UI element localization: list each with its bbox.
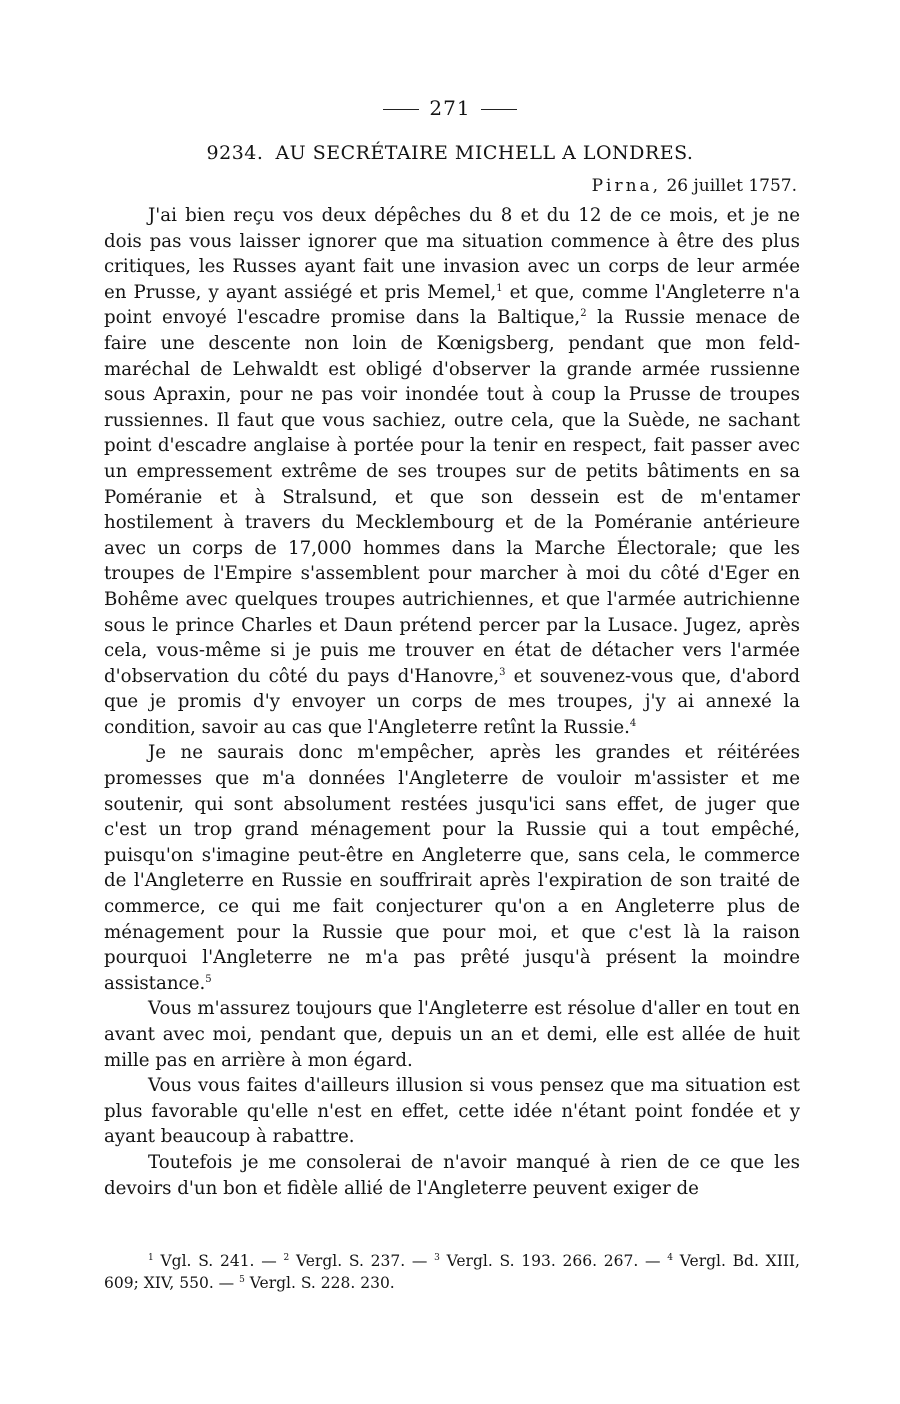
footnotes — [104, 1250, 800, 1294]
page-number — [0, 96, 900, 120]
paragraph-text: Vous vous faites d'ailleurs illusion si vous pensez que ma situation est plus favorable qu'elle n'est en effet, cette idée n'étant point fondée et y ayant beaucoup à rabattre. — [104, 1075, 800, 1148]
paragraph-text: J'ai bien reçu vos deux dépêches du 8 et du 12 de ce mois, et je ne dois pas vous laisser ignorer que ma situation commence à être des plus critiques, les Russes ayant fait une invasion avec un corps de leur armée en Prusse, y ayant assiégé et pris Memel, — [104, 205, 800, 303]
paragraph-text: et que, comme l'Angleterre n'a point envoyé l'escadre promise dans la Baltique, — [104, 281, 800, 329]
dateline — [592, 176, 797, 196]
footnote-text: Vergl. S. 228. 230. — [244, 1274, 395, 1292]
paragraph-3 — [104, 996, 800, 1073]
page-number-left-rule — [383, 109, 419, 110]
footnote-reference: 4 — [629, 717, 637, 729]
footnote-block — [104, 1250, 800, 1294]
footnote-reference: 3 — [499, 666, 506, 678]
footnote-mark: 4 — [667, 1253, 674, 1263]
paragraph-text: la Russie menace de faire une descente non loin de Kœnigsberg, pendant que mon feld-maréchal de Lehwaldt est obligé d'observer la grande armée russienne sous Apraxin, pour ne pas voir inondée tout à coup la Prusse de troupes russiennes. Il faut que vous sachiez, outre cela, que la Suède, ne sachant point d'escadre anglaise à portée pour la tenir en respect, fait passer avec un empressement extrême de ses troupes sur de petits bâtiments en sa Poméranie et à Stralsund, et que son dessein est de m'entamer hostilement à travers du Mecklembourg et de la Poméranie antérieure avec un corps de 17,000 hommes dans la Marche Électorale; que les troupes de l'Empire s'assemblent pour marcher à moi du côté d'Eger en Bohême avec quelques troupes autrichiennes, et que l'armée autrichienne sous le prince Charles et Daun prétend percer par la Lusace. Jugez, après cela, vous-même si je puis me trouver en état de détacher vers l'armée d'observation du côté du pays d'Hanovre, — [104, 307, 800, 687]
paragraph-text: Je ne saurais donc m'empêcher, après les grandes et réitérées promesses que m'a données l'Angleterre de vouloir m'assister et me soutenir, qui sont absolument restées jusqu'ici sans effet, de juger que c'est un trop grand ménagement pour la Russie qui a tout empêché, puisqu'on s'imagine peut-être en Angleterre que, sans cela, le commerce de l'Angleterre en Russie en souffrirait après l'expiration de son traité de commerce, ce qui me fait conjecturer qu'on a en Angleterre plus de ménagement pour la Russie que pour moi, et que c'est là la raison pourquoi l'Angleterre ne m'a pas prêté jusqu'à présent la moindre assistance. — [104, 742, 800, 994]
letter-body — [104, 203, 800, 1201]
paragraph-text: et souvenez-vous que, d'abord que je promis d'y envoyer un corps de mes troupes, j'y ai annexé la condition, savoir au cas que l'Angleterre retînt la Russie. — [104, 665, 800, 738]
footnote-reference: 5 — [205, 973, 212, 985]
dateline-place: Pirna, — [591, 176, 662, 196]
letter-number: 9234. — [206, 142, 264, 164]
footnote-reference: 1 — [496, 282, 503, 294]
letter-heading — [0, 142, 900, 164]
paragraph-1 — [104, 203, 800, 740]
footnote-mark: 1 — [148, 1253, 154, 1263]
page-number-right-rule — [481, 109, 517, 110]
footnote-text: Vgl. S. 241. — — [153, 1252, 284, 1270]
paragraph-4 — [104, 1073, 800, 1150]
letter-title: AU SECRÉTAIRE MICHELL A LONDRES. — [275, 142, 694, 164]
paragraph-2 — [104, 740, 800, 996]
footnote-text: Vergl. S. 193. 266. 267. — — [439, 1252, 668, 1270]
footnote-text: Vergl. S. 237. — — [289, 1252, 435, 1270]
page-number-text: 271 — [429, 96, 471, 120]
paragraph-5 — [104, 1150, 800, 1201]
footnote-reference: 2 — [580, 308, 587, 320]
paragraph-text: Toutefois je me consolerai de n'avoir manqué à rien de ce que les devoirs d'un bon et fidèle allié de l'Angleterre peuvent exiger de — [104, 1151, 800, 1199]
footnote-mark: 5 — [239, 1275, 245, 1285]
footnote-text: Vergl. Bd. XIII, 609; XIV, 550. — — [104, 1252, 800, 1292]
footnote-mark: 2 — [283, 1253, 290, 1263]
paragraph-text: Vous m'assurez toujours que l'Angleterre est résolue d'aller en tout en avant avec moi, pendant que, depuis un an et demi, elle est allée de huit mille pas en arrière à mon égard. — [104, 998, 800, 1071]
dateline-date: 26 juillet 1757. — [666, 176, 797, 196]
footnote-mark: 3 — [434, 1253, 440, 1263]
